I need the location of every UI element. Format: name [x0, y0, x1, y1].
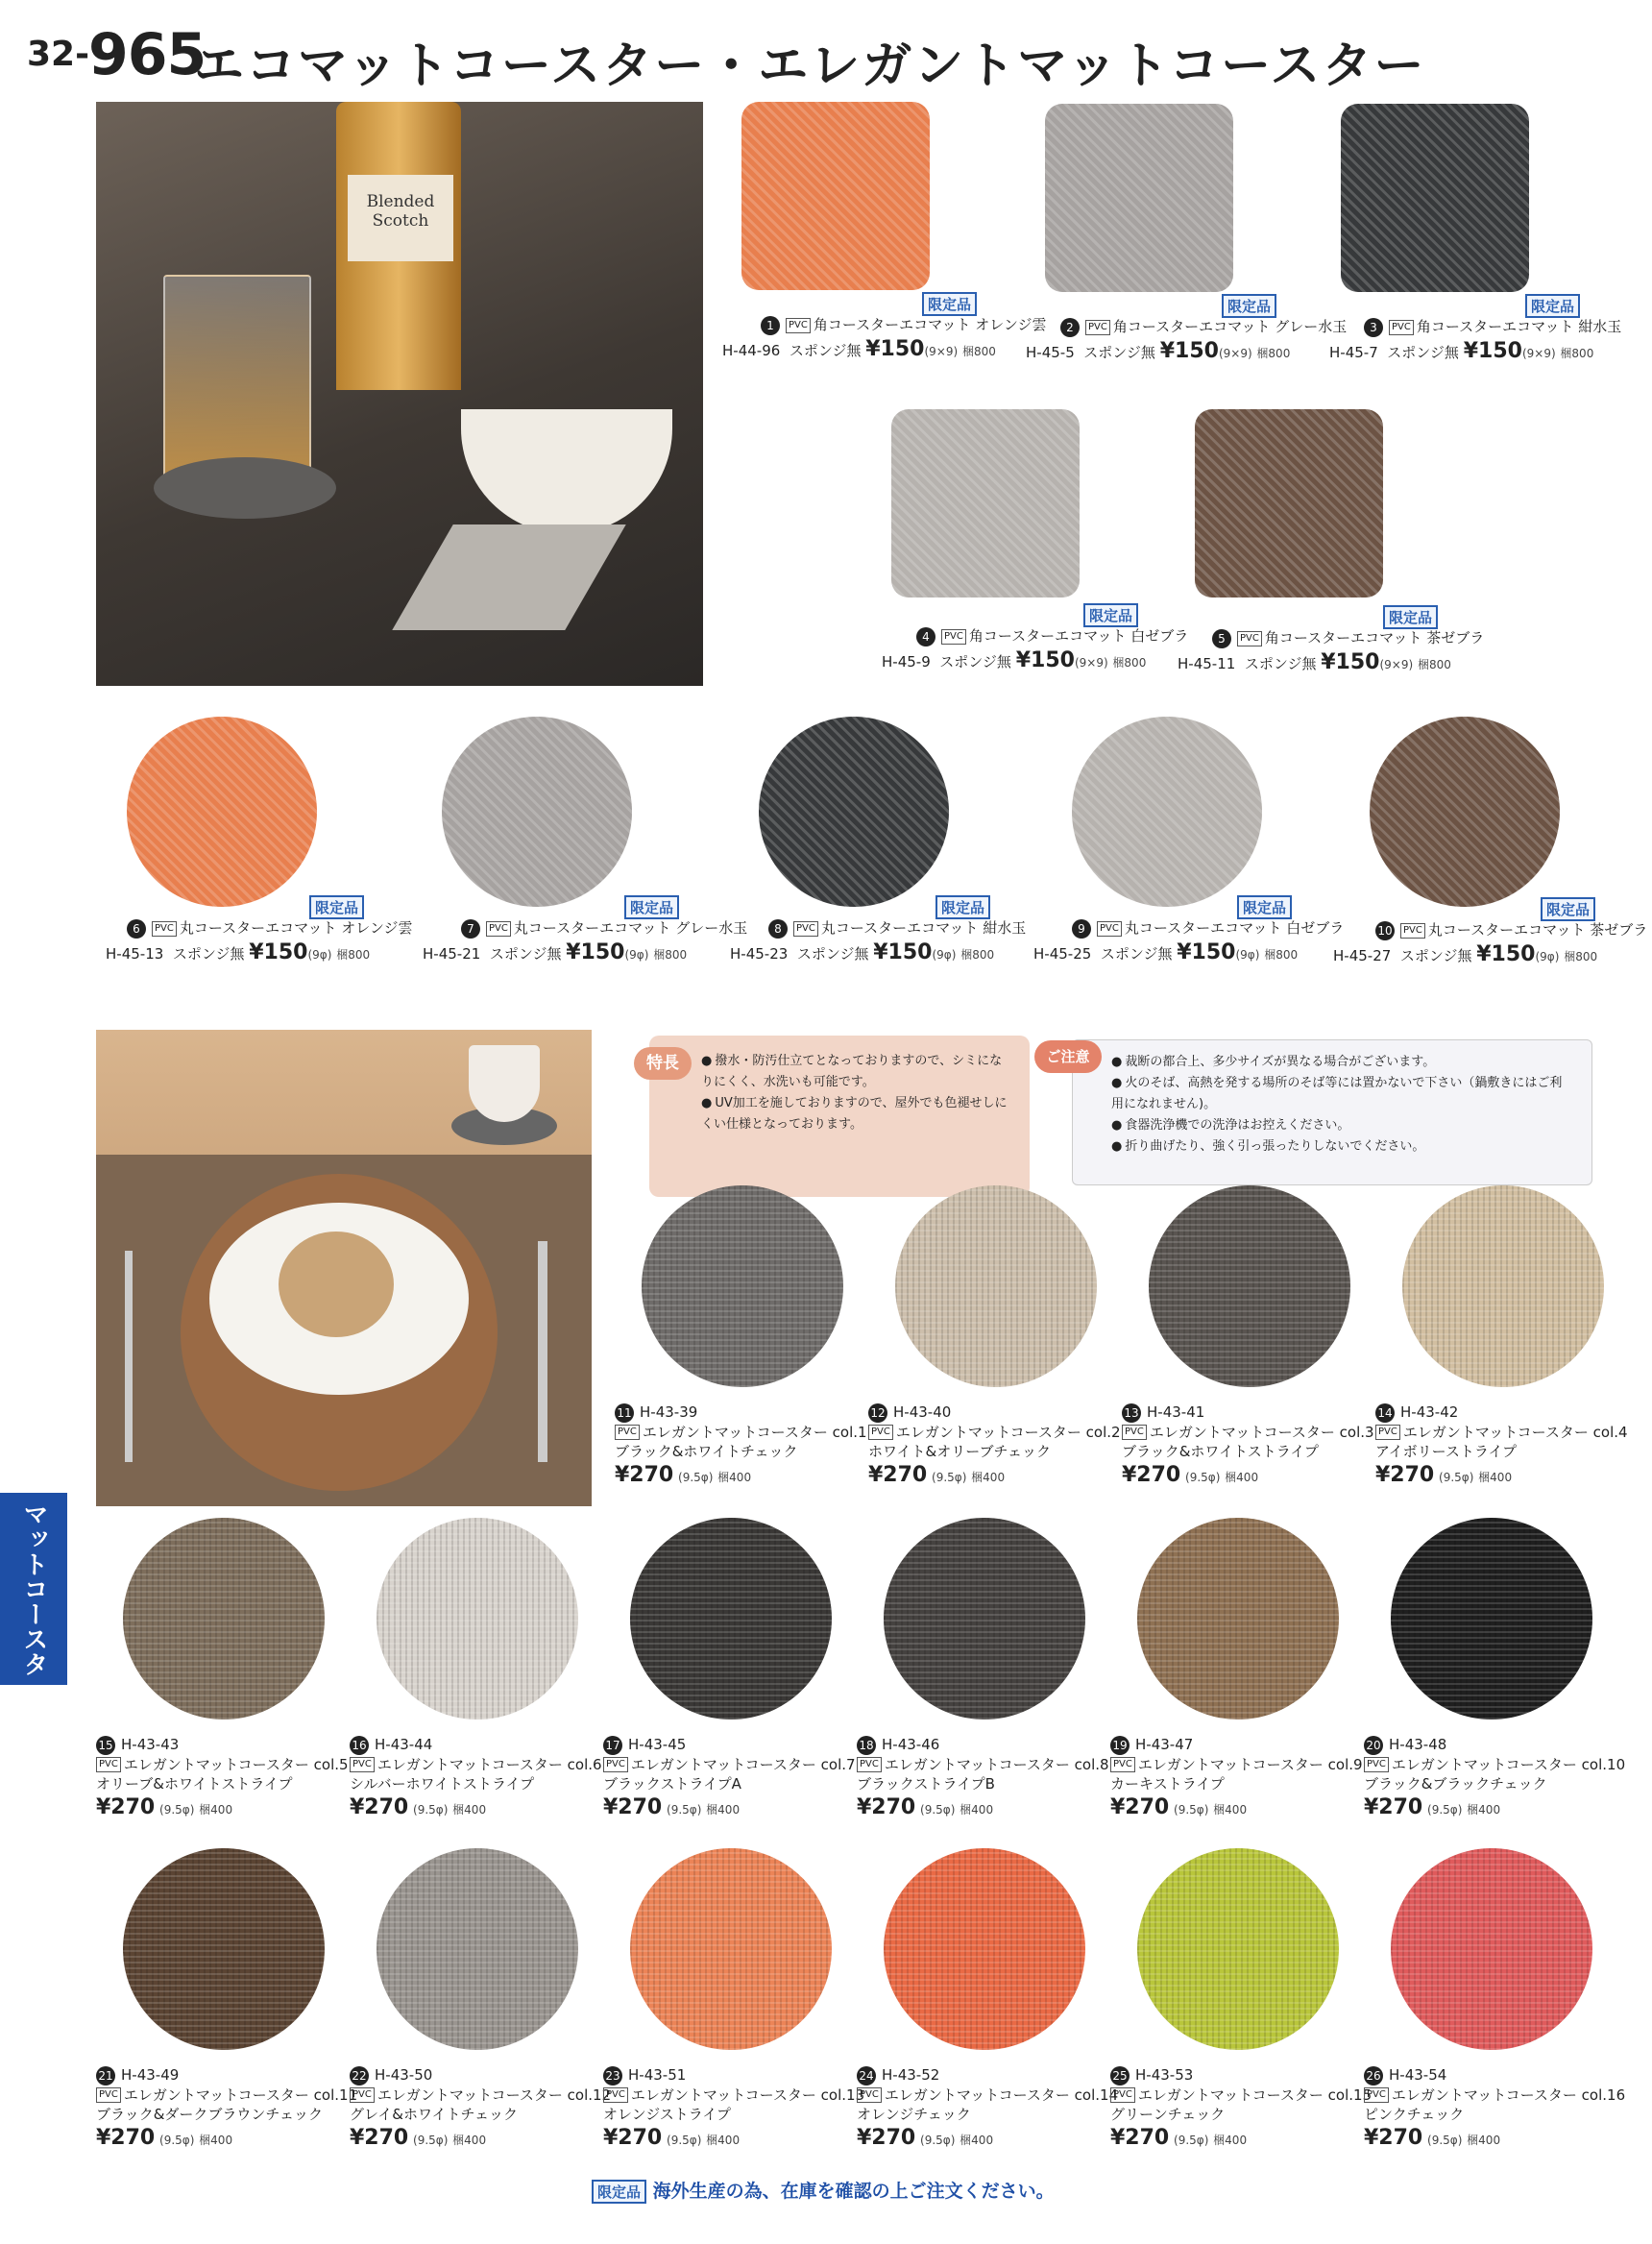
product-caption: [350, 2065, 611, 2153]
pvc-tag: PVC: [1110, 2087, 1135, 2103]
product-code: H-44-96: [722, 341, 781, 359]
item-number: 12: [868, 1403, 887, 1423]
price: ¥150: [1476, 941, 1536, 966]
item-number: 4: [916, 627, 935, 646]
lot: 梱400: [706, 1803, 741, 1817]
round-coaster: [154, 457, 336, 519]
product-name: 丸コースターエコマット 茶ゼブラ: [1427, 921, 1648, 939]
product-swatch[interactable]: [1341, 104, 1529, 292]
limited-badge: 限定品: [1525, 294, 1580, 318]
item-number: 1: [761, 316, 780, 335]
caution-box: [1046, 1039, 1592, 1185]
item-number: 20: [1364, 1736, 1383, 1755]
pvc-tag: PVC: [603, 1757, 628, 1772]
item-number: 11: [615, 1403, 634, 1423]
product-caption: [1329, 317, 1621, 365]
pvc-tag: PVC: [1110, 1757, 1135, 1772]
square-coaster: [392, 524, 626, 630]
food: [279, 1232, 394, 1337]
pvc-tag: PVC: [1122, 1425, 1147, 1440]
size: (9.5φ): [920, 1803, 956, 1817]
product-code: H-45-21: [423, 944, 481, 963]
product-code: H-45-25: [1033, 944, 1092, 963]
cup: [469, 1045, 540, 1122]
product-swatch[interactable]: [630, 1518, 832, 1720]
product-code: H-43-42: [1400, 1403, 1459, 1421]
pvc-tag: PVC: [1364, 2087, 1389, 2103]
size: (9.5φ): [1174, 1803, 1209, 1817]
product-name: 丸コースターエコマット グレー水玉: [513, 919, 748, 937]
page-number: 965: [88, 21, 206, 88]
feature-item: ● UV加工を施しておりますので、屋外でも色褪せしにくい仕様となっております。: [701, 1093, 1008, 1135]
size: (9.5φ): [667, 2134, 702, 2147]
product-code: H-43-49: [121, 2066, 180, 2084]
category-tab[interactable]: マットコースタ: [0, 1493, 67, 1685]
product-swatch[interactable]: [442, 717, 632, 907]
lot: 梱800: [336, 947, 371, 962]
size: (9φ): [307, 947, 332, 962]
product-swatch[interactable]: [127, 717, 317, 907]
lot: 梱800: [960, 947, 995, 962]
product-name: エレガントマットコースター col.12: [377, 2085, 612, 2104]
product-code: H-43-47: [1135, 1736, 1194, 1753]
price: ¥270: [615, 1463, 674, 1487]
pvc-tag: PVC: [857, 1757, 882, 1772]
price: ¥270: [350, 2126, 409, 2150]
caution-item: ● 火のそば、高熱を発する場所のそば等には置かないで下さい（鍋敷きにはご利用になれません)。: [1111, 1073, 1563, 1115]
size: (9.5φ): [159, 2134, 195, 2147]
product-swatch[interactable]: [895, 1185, 1097, 1387]
lot: 梱400: [717, 1471, 752, 1484]
size: (9.5φ): [159, 1803, 195, 1817]
product-subname: ブラックストライプA: [603, 1774, 741, 1793]
features-box: [646, 1036, 1030, 1197]
product-swatch[interactable]: [1045, 104, 1233, 292]
product-caption: [96, 1735, 349, 1822]
product-code: H-45-23: [730, 944, 789, 963]
product-name: エレガントマットコースター col.9: [1137, 1755, 1363, 1773]
lot: 梱800: [653, 947, 688, 962]
size: (9.5φ): [1185, 1471, 1221, 1484]
pvc-tag: PVC: [1375, 1425, 1400, 1440]
product-caption: [882, 626, 1188, 674]
pvc-tag: PVC: [857, 2087, 882, 2103]
table-setting-photo: [96, 1030, 592, 1506]
product-name: 丸コースターエコマット 白ゼブラ: [1124, 919, 1345, 937]
pvc-tag: PVC: [350, 1757, 375, 1772]
caution-list: [1111, 1052, 1563, 1158]
product-swatch[interactable]: [884, 1518, 1085, 1720]
pvc-tag: PVC: [1097, 921, 1122, 937]
limited-badge: 限定品: [309, 895, 364, 919]
size: (9.5φ): [932, 1471, 967, 1484]
item-number: 13: [1122, 1403, 1141, 1423]
product-code: H-45-27: [1333, 946, 1392, 964]
product-name: 角コースターエコマット 白ゼブラ: [968, 627, 1189, 645]
product-caption: [730, 918, 1026, 966]
price: ¥270: [868, 1463, 928, 1487]
size: (9φ): [1535, 949, 1560, 963]
product-code: H-45-13: [106, 944, 164, 963]
product-code: H-43-44: [375, 1736, 433, 1753]
pvc-tag: PVC: [1400, 923, 1425, 939]
item-number: 8: [768, 919, 788, 939]
product-subname: ブラックストライプB: [857, 1774, 995, 1793]
pvc-tag: PVC: [603, 2087, 628, 2103]
size: (9φ): [932, 947, 957, 962]
item-number: 22: [350, 2066, 369, 2085]
product-subname: オレンジストライプ: [603, 2105, 731, 2123]
product-caption: [106, 918, 413, 966]
item-number: 18: [857, 1736, 876, 1755]
product-caption: [1110, 1735, 1363, 1822]
sponge-note: スポンジ無: [489, 944, 562, 963]
limited-badge: 限定品: [1237, 895, 1292, 919]
size: (9.5φ): [1439, 1471, 1474, 1484]
limited-badge: 限定品: [624, 895, 679, 919]
product-caption: [1026, 317, 1347, 365]
product-name: エレガントマットコースター col.14: [884, 2085, 1119, 2104]
product-swatch[interactable]: [630, 1848, 832, 2050]
item-number: 26: [1364, 2066, 1383, 2085]
product-subname: カーキストライプ: [1110, 1774, 1225, 1793]
caution-label: ご注意: [1034, 1040, 1102, 1073]
pvc-tag: PVC: [1364, 1757, 1389, 1772]
price: ¥270: [857, 1795, 916, 1819]
item-number: 3: [1364, 318, 1383, 337]
product-name: エレガントマットコースター col.2: [895, 1423, 1121, 1441]
product-name: エレガントマットコースター col.1: [642, 1423, 867, 1441]
limited-badge: 限定品: [1383, 605, 1438, 629]
product-swatch[interactable]: [741, 102, 930, 290]
product-name: 角コースターエコマット オレンジ雲: [813, 316, 1047, 333]
page-prefix: 32-: [27, 35, 90, 74]
lot: 梱800: [1560, 346, 1594, 360]
price: ¥150: [1159, 338, 1219, 363]
lot: 梱400: [706, 2134, 741, 2147]
lot: 梱400: [1467, 1803, 1501, 1817]
product-code: H-43-48: [1389, 1736, 1447, 1753]
product-swatch[interactable]: [1072, 717, 1262, 907]
sponge-note: スポンジ無: [1100, 944, 1173, 963]
size: (9.5φ): [1427, 1803, 1463, 1817]
product-caption: [603, 1735, 856, 1822]
item-number: 10: [1375, 921, 1395, 940]
product-name: エレガントマットコースター col.11: [123, 2085, 358, 2104]
knife: [538, 1241, 547, 1462]
product-subname: ブラック&ホワイトチェック: [615, 1442, 798, 1460]
product-swatch[interactable]: [1391, 1848, 1592, 2050]
product-code: H-43-46: [882, 1736, 940, 1753]
item-number: 21: [96, 2066, 115, 2085]
product-swatch[interactable]: [1137, 1518, 1339, 1720]
pvc-tag: PVC: [96, 1757, 121, 1772]
product-swatch[interactable]: [1137, 1848, 1339, 2050]
product-name: エレガントマットコースター col.16: [1391, 2085, 1626, 2104]
product-subname: ピンクチェック: [1364, 2105, 1465, 2123]
page-title: エコマットコースター・エレガントマットコースター: [194, 37, 1426, 95]
product-code: H-43-50: [375, 2066, 433, 2084]
item-number: 16: [350, 1736, 369, 1755]
product-caption: [1178, 628, 1484, 676]
price: ¥150: [1177, 939, 1236, 964]
size: (9.5φ): [920, 2134, 956, 2147]
price: ¥150: [249, 939, 308, 964]
product-subname: グレイ&ホワイトチェック: [350, 2105, 519, 2123]
limited-badge: 限定品: [1541, 897, 1595, 921]
product-name: エレガントマットコースター col.5: [123, 1755, 349, 1773]
whisky-scene-photo: [96, 102, 703, 686]
limited-badge: 限定品: [922, 292, 977, 316]
sponge-note: スポンジ無: [796, 944, 869, 963]
product-swatch[interactable]: [123, 1848, 325, 2050]
features-label: 特長: [634, 1047, 692, 1080]
product-swatch[interactable]: [1149, 1185, 1350, 1387]
product-subname: ブラック&ホワイトストライプ: [1122, 1442, 1319, 1460]
item-number: 25: [1110, 2066, 1130, 2085]
pvc-tag: PVC: [941, 629, 966, 645]
sponge-note: スポンジ無: [1399, 946, 1472, 964]
product-code: H-43-39: [640, 1403, 698, 1421]
product-subname: ホワイト&オリーブチェック: [868, 1442, 1052, 1460]
lot: 梱400: [1213, 1803, 1248, 1817]
item-number: 2: [1060, 318, 1080, 337]
price: ¥270: [1364, 1795, 1423, 1819]
bottle-label: Blended Scotch: [348, 175, 453, 261]
size: (9.5φ): [1174, 2134, 1209, 2147]
item-number: 9: [1072, 919, 1091, 939]
lot: 梱400: [960, 2134, 994, 2147]
product-subname: オリーブ&ホワイトストライプ: [96, 1774, 293, 1793]
food-bowl: [461, 409, 672, 534]
sponge-note: スポンジ無: [1244, 654, 1317, 672]
product-code: H-43-43: [121, 1736, 180, 1753]
features-list: [701, 1051, 1008, 1135]
item-number: 23: [603, 2066, 622, 2085]
pvc-tag: PVC: [1085, 320, 1110, 335]
product-subname: ブラック&ブラックチェック: [1364, 1774, 1547, 1793]
product-caption: [96, 2065, 357, 2153]
product-swatch[interactable]: [1195, 409, 1383, 598]
lot: 梱400: [199, 2134, 233, 2147]
price: ¥270: [96, 2126, 156, 2150]
size: (9.5φ): [667, 1803, 702, 1817]
product-name: 角コースターエコマット グレー水玉: [1112, 318, 1348, 335]
product-swatch[interactable]: [377, 1518, 578, 1720]
item-number: 6: [127, 919, 146, 939]
product-subname: オレンジチェック: [857, 2105, 971, 2123]
item-number: 15: [96, 1736, 115, 1755]
lot: 梱800: [1112, 655, 1147, 670]
product-swatch[interactable]: [884, 1848, 1085, 2050]
product-swatch[interactable]: [642, 1185, 843, 1387]
product-name: エレガントマットコースター col.13: [630, 2085, 865, 2104]
product-name: 丸コースターエコマット オレンジ雲: [179, 919, 413, 937]
product-caption: [603, 2065, 864, 2153]
sponge-note: スポンジ無: [1083, 343, 1155, 361]
product-name: 丸コースターエコマット 紺水玉: [820, 919, 1027, 937]
price: ¥150: [566, 939, 625, 964]
pvc-tag: PVC: [486, 921, 511, 937]
product-code: H-43-41: [1147, 1403, 1205, 1421]
pvc-tag: PVC: [793, 921, 818, 937]
size: (9.5φ): [1427, 2134, 1463, 2147]
product-caption: [857, 1735, 1109, 1822]
sponge-note: スポンジ無: [1387, 343, 1459, 361]
product-name: エレガントマットコースター col.3: [1149, 1423, 1374, 1441]
product-code: H-43-53: [1135, 2066, 1194, 2084]
product-swatch[interactable]: [891, 409, 1080, 598]
pvc-tag: PVC: [786, 318, 811, 333]
pvc-tag: PVC: [96, 2087, 121, 2103]
product-subname: アイボリーストライプ: [1375, 1442, 1518, 1460]
pvc-tag: PVC: [152, 921, 177, 937]
lot: 梱800: [1256, 346, 1291, 360]
lot: 梱400: [452, 1803, 487, 1817]
lot: 梱800: [961, 344, 996, 358]
size: (9φ): [1235, 947, 1260, 962]
lot: 梱400: [1467, 2134, 1501, 2147]
price: ¥150: [865, 336, 925, 361]
limited-badge: 限定品: [592, 2180, 646, 2204]
price: ¥270: [1364, 2126, 1423, 2150]
product-caption: [868, 1402, 1121, 1490]
price: ¥270: [96, 1795, 156, 1819]
item-number: 19: [1110, 1736, 1130, 1755]
product-caption: [423, 918, 747, 966]
product-caption: [857, 2065, 1118, 2153]
pvc-tag: PVC: [1389, 320, 1414, 335]
footer-note: [592, 2177, 1055, 2204]
product-code: H-45-5: [1026, 343, 1075, 361]
product-name: エレガントマットコースター col.7: [630, 1755, 856, 1773]
product-code: H-43-51: [628, 2066, 687, 2084]
price: ¥150: [1463, 338, 1522, 363]
fork: [125, 1251, 133, 1462]
lot: 梱400: [452, 2134, 487, 2147]
lot: 梱400: [199, 1803, 233, 1817]
product-name: 角コースターエコマット 茶ゼブラ: [1264, 629, 1485, 646]
product-code: H-43-45: [628, 1736, 687, 1753]
product-caption: [1110, 2065, 1372, 2153]
lot: 梱400: [1225, 1471, 1259, 1484]
product-name: 角コースターエコマット 紺水玉: [1416, 318, 1622, 335]
limited-badge: 限定品: [935, 895, 990, 919]
product-name: エレガントマットコースター col.6: [377, 1755, 602, 1773]
footer-text: 海外生産の為、在庫を確認の上ご注文ください。: [652, 2181, 1055, 2202]
product-code: H-43-40: [893, 1403, 952, 1421]
product-swatch[interactable]: [759, 717, 949, 907]
price: ¥270: [1110, 2126, 1170, 2150]
product-swatch[interactable]: [123, 1518, 325, 1720]
price: ¥270: [603, 1795, 663, 1819]
product-name: エレガントマットコースター col.10: [1391, 1755, 1626, 1773]
item-number: 5: [1212, 629, 1231, 648]
product-caption: [1364, 2065, 1625, 2153]
size: (9×9): [924, 344, 959, 358]
product-code: H-45-7: [1329, 343, 1378, 361]
price: ¥270: [1375, 1463, 1435, 1487]
lot: 梱800: [1564, 949, 1598, 963]
lot: 梱800: [1417, 657, 1451, 671]
pvc-tag: PVC: [1237, 631, 1262, 646]
size: (9×9): [1218, 346, 1252, 360]
product-caption: [1375, 1402, 1628, 1490]
item-number: 24: [857, 2066, 876, 2085]
product-code: H-45-11: [1178, 654, 1236, 672]
product-swatch[interactable]: [1402, 1185, 1604, 1387]
pvc-tag: PVC: [868, 1425, 893, 1440]
product-caption: [1122, 1402, 1374, 1490]
size: (9×9): [1521, 346, 1556, 360]
caution-item: ● 折り曲げたり、強く引っ張ったりしないでください。: [1111, 1136, 1563, 1158]
size: (9.5φ): [413, 1803, 449, 1817]
caution-item: ● 食器洗浄機での洗浄はお控えください。: [1111, 1115, 1563, 1136]
product-caption: [350, 1735, 602, 1822]
price: ¥270: [857, 2126, 916, 2150]
product-swatch[interactable]: [1370, 717, 1560, 907]
size: (9.5φ): [678, 1471, 714, 1484]
product-subname: ブラック&ダークブラウンチェック: [96, 2105, 323, 2123]
item-number: 7: [461, 919, 480, 939]
product-subname: グリーンチェック: [1110, 2105, 1226, 2123]
pvc-tag: PVC: [615, 1425, 640, 1440]
product-caption: [722, 315, 1047, 363]
lot: 梱400: [1213, 2134, 1248, 2147]
product-code: H-45-9: [882, 652, 931, 671]
product-code: H-43-54: [1389, 2066, 1447, 2084]
item-number: 14: [1375, 1403, 1395, 1423]
sponge-note: スポンジ無: [172, 944, 245, 963]
price: ¥270: [350, 1795, 409, 1819]
feature-item: ● 撥水・防汚仕立てとなっておりますので、シミになりにくく、水洗いも可能です。: [701, 1051, 1008, 1093]
lot: 梱400: [1478, 1471, 1513, 1484]
price: ¥150: [1321, 649, 1380, 674]
price: ¥270: [1122, 1463, 1181, 1487]
item-number: 17: [603, 1736, 622, 1755]
lot: 梱400: [971, 1471, 1006, 1484]
product-caption: [1364, 1735, 1625, 1822]
size: (9.5φ): [413, 2134, 449, 2147]
sponge-note: スポンジ無: [939, 652, 1011, 671]
sponge-note: スポンジ無: [789, 341, 862, 359]
product-subname: シルバーホワイトストライプ: [350, 1774, 535, 1793]
size: (9×9): [1379, 657, 1414, 671]
product-caption: [615, 1402, 867, 1490]
price: ¥150: [1015, 647, 1075, 672]
product-swatch[interactable]: [1391, 1518, 1592, 1720]
product-name: エレガントマットコースター col.4: [1402, 1423, 1628, 1441]
lot: 梱800: [1264, 947, 1299, 962]
lot: 梱400: [960, 1803, 994, 1817]
price: ¥270: [603, 2126, 663, 2150]
product-code: H-43-52: [882, 2066, 940, 2084]
size: (9×9): [1074, 655, 1108, 670]
product-caption: [1333, 920, 1647, 968]
product-swatch[interactable]: [377, 1848, 578, 2050]
limited-badge: 限定品: [1083, 603, 1138, 627]
product-caption: [1033, 918, 1344, 966]
size: (9φ): [624, 947, 649, 962]
product-name: エレガントマットコースター col.8: [884, 1755, 1109, 1773]
pvc-tag: PVC: [350, 2087, 375, 2103]
caution-item: ● 裁断の都合上、多少サイズが異なる場合がございます。: [1111, 1052, 1563, 1073]
price: ¥150: [873, 939, 933, 964]
limited-badge: 限定品: [1222, 294, 1276, 318]
price: ¥270: [1110, 1795, 1170, 1819]
product-name: エレガントマットコースター col.15: [1137, 2085, 1373, 2104]
